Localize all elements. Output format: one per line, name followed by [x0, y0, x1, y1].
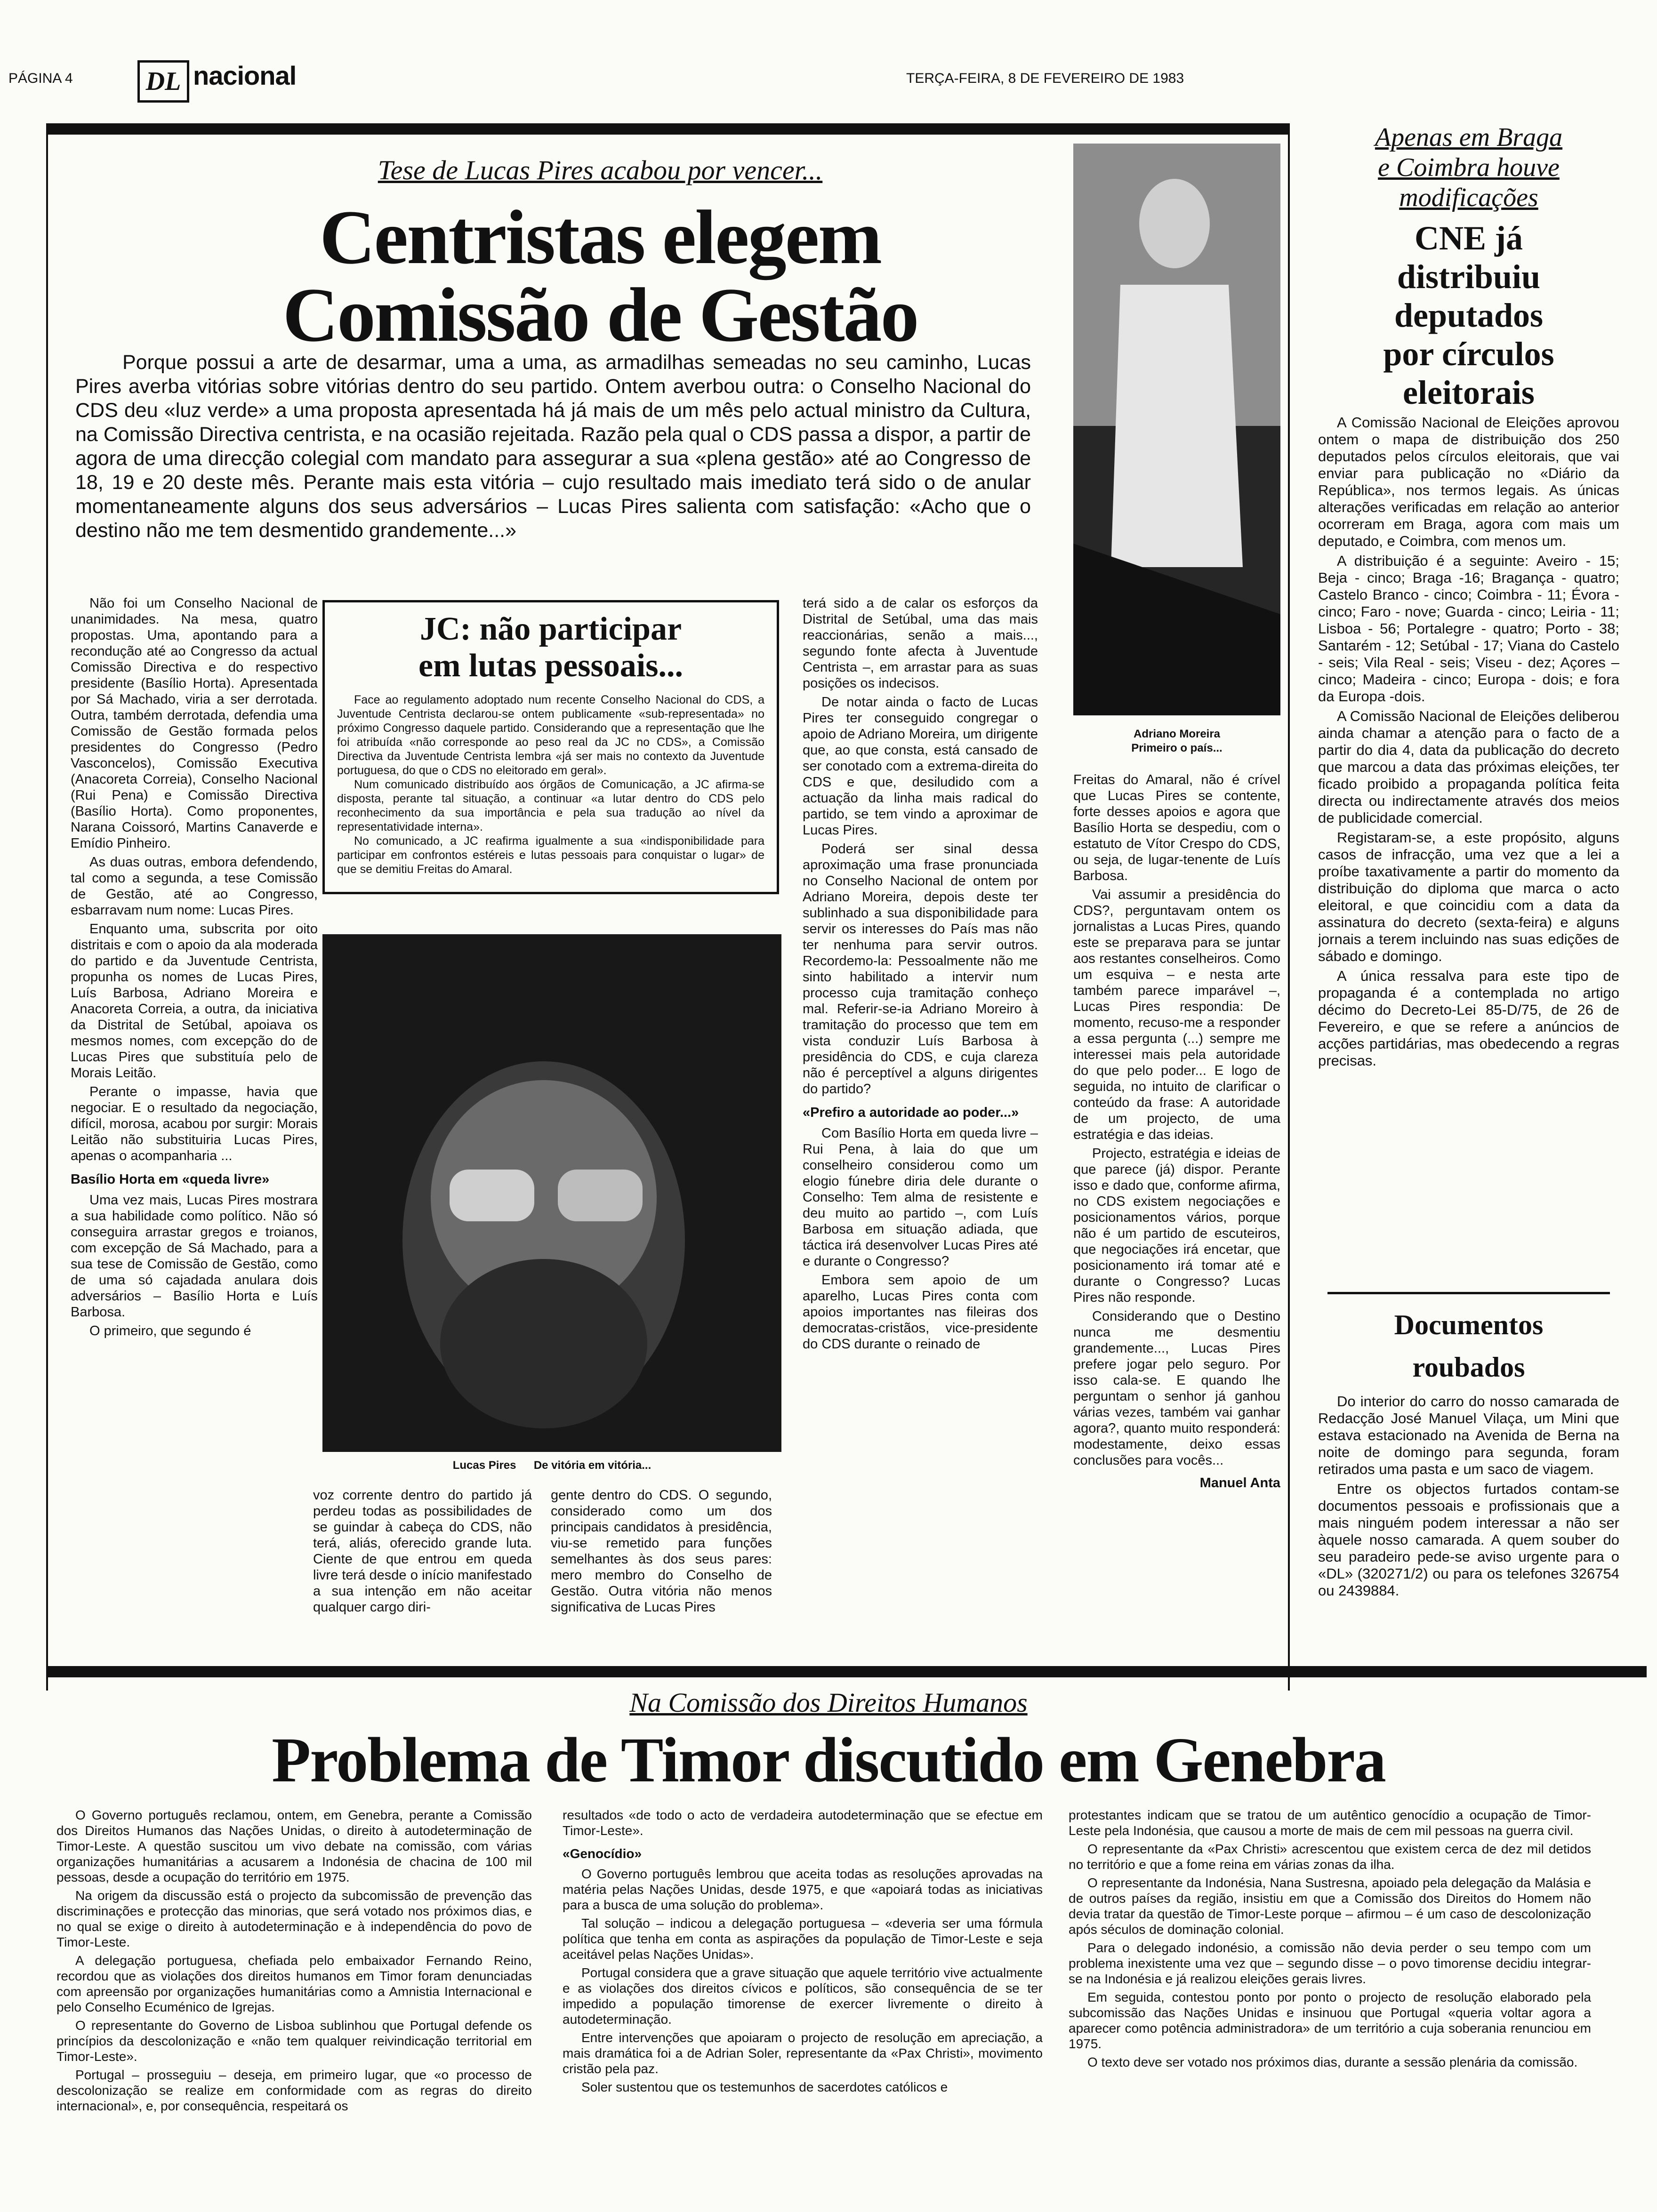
timor-col2-paragraph: Portugal considera que a grave situação que aquele território vive actualmente e as violações dos direitos cívicos e políticos, são consequência de se ter impedido a população timorense de exercer livremente o direito à autodeterminação. — [563, 1965, 1043, 2027]
lead-col1-paragraph: Não foi um Conselho Nacional de unanimidades. Na mesa, quatro propostas. Uma, apontando para a recondução até ao Congresso da actual Comissão Directiva e do respectivo presidente (Basílio Horta). Apresentada por Sá Machado, viria a ser derrotada. Outra, também derrotada, defendia uma Comissão de Gestão formada pelos presidentes do Congresso (Pedro Vasconcelos), Comissão Executiva (Anacoreta Correia), Conselho Nacional (Rui Pena) e Comissão Directiva (Basílio Horta). Como proponentes, Narana Coissoró, Martins Canaverde e Emídio Pinheiro. — [71, 596, 318, 851]
timor-column-1 — [56, 1807, 532, 2203]
lead-headline-line1: Centristas elegem — [319, 195, 881, 280]
lead-intro: Porque possui a arte de desarmar, uma a uma, as armadilhas semeadas no seu caminho, Lucas Pires averba vitórias sobre vitórias dentro do seu partido. Ontem averbou outra: o Conselho Nacional do CDS deu «luz verde» a uma proposta apresentada há já mais de um mês pelo actual ministro da Cultura, na Comissão Directiva centrista, e na ocasião rejeitada. Razão pela qual o CDS passa a dispor, a partir de agora de uma direcção colegial com mandato para assegurar a sua «plena gestão» até ao Congresso de 18, 19 e 20 deste mês. Perante mais esta vitória – cujo resultado mais imediato terá sido o de anular momentaneamente alguns dos seus adversários – Lucas Pires salienta com satisfação: «Acho que o destino não me tem desmentido grandemente...» — [75, 351, 1031, 542]
timor-col2-paragraph: O Governo português lembrou que aceita todas as resoluções aprovadas na matéria pelas Nações Unidas, desde 1975, e que «apoiará todas as iniciativas para a busca de uma solução do problema». — [563, 1867, 1043, 1912]
lead-col1-paragraph: Uma vez mais, Lucas Pires mostrara a sua habilidade como político. Não só conseguira arrastar gregos e troianos, com excepção de Sá Machado, para a sua tese de Comissão de Gestão, como de uma só cajadada anulara dois adversários – Basílio Horta e Luís Barbosa. — [71, 1193, 318, 1320]
timor-headline: Problema de Timor discutido em Genebra — [272, 1725, 1385, 1795]
docs-body — [1318, 1393, 1619, 1661]
lead-col1-paragraph: Enquanto uma, subscrita por oito distritais e com o apoio da ala moderada do partido e da Juventude Centrista, propunha os nomes de Lucas Pires, Luís Barbosa, Adriano Moreira e Anacoreta Correia, a outra, da iniciativa da Distrital de Setúbal, apoiava os mesmos nomes, com excepção do de Lucas Pires que substituía pelo de Morais Leitão. — [71, 922, 318, 1081]
docs-paragraph: Do interior do carro do nosso camarada de Redacção José Manuel Vilaça, um Mini que estava estacionado na Avenida de Berna na noite de domingo para segunda, foram retirados uma pasta e um saco de viagem. — [1318, 1393, 1619, 1477]
timor-col1-paragraph: Na origem da discussão está o projecto da subcomissão de prevenção das discriminações e protecção das minorias, que será votado nos próximos dias, e no qual se exige o direito à autodeterminação e à independência do povo de Timor-Leste. — [56, 1888, 532, 1949]
jc-paragraph: Face ao regulamento adoptado num recente Conselho Nacional do CDS, a Juventude Centrista declarou-se ontem publicamente «sub-representada» no próximo Congresso daquele partido. Considerando que a representação que lhe foi atribuída «não corresponde ao peso real da JC no CDS», a Comissão Directiva da Juventude Centrista lembra «já ser mais no contexto da Juventude portuguesa, do que o CDS no eleitorado em geral». — [337, 693, 764, 777]
timor-col1-paragraph: O Governo português reclamou, ontem, em Genebra, perante a Comissão dos Direitos Humanos das Nações Unidas, o direito à autodeterminação de Timor-Leste. A questão suscitou um vivo debate na comissão, com várias organizações humanitárias a acusarem a Indonésia de chacina de 100 mil pessoas, desde a ocupação do território em 1975. — [56, 1808, 532, 1884]
lead-col5-paragraph: Projecto, estratégia e ideias de que parece (já) dispor. Perante isso e dado que, conforme afirma, no CDS existem negociações e posicionamentos vários, porque não é um partido de escuteiros, que negociações irá encetar, que posicionamento irá tomar até e durante o Congresso? Lucas Pires não responde. — [1073, 1146, 1280, 1305]
jc-headline-line2: em lutas pessoais... — [418, 648, 683, 684]
cne-headline-line1: CNE já — [1415, 219, 1523, 257]
middle-rule — [46, 1666, 1647, 1677]
lucas-pires-caption — [322, 1459, 781, 1472]
left-frame-rule — [46, 123, 48, 1691]
jc-paragraph: No comunicado, a JC reafirma igualmente a sua «indisponibilidade para participar em confrontos estéreis e lutas pessoais para conquistar o lugar» de que se demitiu Freitas do Amaral. — [337, 834, 764, 876]
lead-col4-paragraph: De notar ainda o facto de Lucas Pires ter conseguido congregar o apoio de Adriano Moreira, um dirigente que, ao que consta, está cansado de ser conotado com a extrema-direita do CDS e que, desiludido com a actuação da linha mais radical do partido, se tem vindo a aproximar de Lucas Pires. — [803, 695, 1038, 838]
jc-headline-line1: JC: não participar — [419, 611, 682, 647]
right-frame-rule — [1288, 123, 1290, 1691]
adriano-moreira-caption — [1073, 727, 1280, 755]
lead-col4-paragraph: terá sido a de calar os esforços da Distrital de Setúbal, uma das mais reaccionárias, senão a mais..., segundo fonte afecta à Juventude Centrista –, em arrastar para as suas posições os indecisos. — [803, 596, 1038, 691]
lucas-pires-caption-name: Lucas Pires — [452, 1459, 516, 1472]
docs-headline-line1: Documentos — [1394, 1309, 1544, 1340]
timor-col2-paragraph: Entre intervenções que apoiaram o projecto de resolução em apreciação, a mais dramática foi a de Adrian Soler, representante da «Pax Christi», movimento cristão pela paz. — [563, 2030, 1043, 2076]
lead-col5-paragraph: Freitas do Amaral, não é crível que Lucas Pires se contente, forte desses apoios e agora que Basílio Horta se despediu, com o estatuto de Vítor Crespo do CDS, ou seja, de lugar-tenente de Luís Barbosa. — [1073, 772, 1280, 883]
timor-col3-paragraph: protestantes indicam que se tratou de um autêntico genocídio a ocupação de Timor-Leste pela Indonésia, que causou a morte de mais de cem mil pessoas na guerra civil. — [1069, 1808, 1591, 1838]
cne-paragraph: A distribuição é a seguinte: Aveiro - 15; Beja - cinco; Braga -16; Bragança - quatro; Castelo Branco - cinco; Coimbra - 11; Évora - cinco; Faro - nove; Guarda - cinco; Leiria - 11; Lisboa - 56; Portalegre - quatro; Porto - 38; Santarém - 12; Setúbal - 17; Viana do Castelo - seis; Vila Real - seis; Viseu - dez; Açores – cinco; Madeira - cinco; Europa - dois; e fora da Europa -dois. — [1318, 553, 1619, 705]
lead-col3-paragraph: gente dentro do CDS. O segundo, considerado como um dos principais candidatos à presidência, viu-se remetido para funções semelhantes às dos seus pares: mero membro do Conselho de Gestão. Outra vitória não menos significativa de Lucas Pires — [551, 1488, 772, 1615]
cne-kicker-line3: modificações — [1399, 183, 1538, 212]
jc-paragraph: Num comunicado distribuído aos órgãos de Comunicação, a JC afirma-se disposta, perante tal situação, a continuar «a lutar dentro do CDS pelo reconhecimento da sua importância e pela sua tradução ao nível da representatividade interna». — [337, 778, 764, 834]
docs-headline-line2: roubados — [1412, 1352, 1525, 1383]
timor-col2-paragraph: resultados «de todo o acto de verdadeira autodeterminação que se efectue em Timor-Leste». — [563, 1808, 1043, 1838]
timor-col3-paragraph: O representante da «Pax Christi» acrescentou que existem cerca de dez mil detidos no território e que a fome reina em várias zonas da ilha. — [1069, 1842, 1591, 1872]
timor-subheading-genocidio: «Genocídio» — [563, 1846, 642, 1861]
cne-headline-line4: por círculos — [1383, 335, 1554, 373]
lead-column-3-bottom — [551, 1487, 772, 1661]
timor-col2-paragraph: Soler sustentou que os testemunhos de sacerdotes católicos e — [581, 2080, 948, 2094]
cne-paragraph: A Comissão Nacional de Eleições aprovou ontem o mapa de distribuição dos 250 deputados pelos círculos eleitorais, que vai enviar para publicação no «Diário da República», nos termos legais. As únicas alterações verificadas em relação ao anterior ocorreram em Braga, agora com mais um deputado, e Coimbra, com menos um. — [1318, 414, 1619, 549]
lead-col2-paragraph: voz corrente dentro do partido já perdeu todas as possibilidades de se guindar à cabeça do CDS, não terá, aliás, oferecido grande luta. Ciente de que entrou em queda livre terá desde o início manifestado a sua intenção em não aceitar qualquer cargo diri- — [313, 1488, 532, 1615]
standing-figure-illustration — [1073, 144, 1280, 715]
timor-col3-paragraph: O representante da Indonésia, Nana Sustresna, apoiado pela delegação da Malásia e de outros países da região, insistiu em que a Comissão dos Direitos do Homem não devia tratar da questão de Timor-Leste porque – afirmou – é um caso de descolonização após séculos de dominação colonial. — [1069, 1875, 1591, 1937]
cne-paragraph: A única ressalva para este tipo de propaganda é a contemplada no artigo décimo do Decreto-Lei 85-D/75, de 26 de Fevereiro, e que se refere a anúncios de acções partidárias, mas obedecendo a regras precisas. — [1318, 968, 1619, 1069]
cne-body — [1318, 414, 1619, 1290]
lead-subheading-queda-livre: Basílio Horta em «queda livre» — [71, 1172, 270, 1187]
lead-kicker: Tese de Lucas Pires acabou por vencer... — [378, 155, 823, 185]
lead-col4-paragraph: Poderá ser sinal dessa aproximação uma frase pronunciada no Conselho Nacional de ontem por Adriano Moreira, depois deste ter sublinhado a sua disponibilidade para servir os interesses do País mas não ter nenhuma para servir outros. Recordemo-la: Pessoalmente não me sinto habilitado a intervir num processo cuja tramitação conheço mal. Referir-se-ia Adriano Moreiro à tramitação do processo que tem em vista conduzir Luís Barbosa à presidência do CDS, e cuja clareza não é perceptível a alguns dirigentes do partido? — [803, 842, 1038, 1097]
adriano-moreira-caption-name: Adriano Moreira — [1133, 728, 1221, 740]
cne-kicker-line2: e Coimbra houve — [1378, 153, 1560, 182]
newspaper-logo: DL — [137, 60, 189, 103]
cne-divider — [1327, 1292, 1610, 1294]
lead-column-4 — [803, 595, 1038, 1661]
cne-kicker-line1: Apenas em Braga — [1375, 123, 1563, 152]
page-label: PÁGINA 4 — [8, 71, 73, 86]
lead-col4-paragraph: Com Basílio Horta em queda livre – Rui Pena, à laia do que um conselheiro considerou como um elogio fúnebre diria dele durante o Conselho: Tem alma de resistente e deu muito ao partido –, com Luís Barbosa em situação adiada, que táctica irá desenvolver Lucas Pires até e durante o Congresso? — [803, 1126, 1038, 1269]
cne-paragraph: Registaram-se, a este propósito, alguns casos de infracção, uma vez que a lei a proíbe taxativamente a partir do momento da distribuição do diploma que marca o acto eleitoral, e que coincidiu com a data da assinatura do decreto (sexta-feira) e alguns jornais a terem incluindo nas suas edições de sábado e domingo. — [1318, 829, 1619, 964]
edition-date: TERÇA-FEIRA, 8 DE FEVEREIRO DE 1983 — [906, 71, 1184, 86]
timor-col3-paragraph: Para o delegado indonésio, a comissão não devia perder o seu tempo com um problema inexistente uma vez que – segundo disse – o povo timorense decidiu integrar-se na Indonésia e já realizou eleições gerais livres. — [1069, 1940, 1591, 1986]
lead-column-5 — [1073, 772, 1280, 1647]
docs-paragraph: Entre os objectos furtados contam-se documentos pessoais e profissionais que a mais ninguém podem interessar a não ser àquele nosso camarada. A quem souber do seu paradeiro pede-se aviso urgente para o «DL» (320271/2) ou para os telefones 326754 ou 2439884. — [1318, 1481, 1619, 1599]
top-rule — [46, 123, 1289, 135]
section-name: nacional — [193, 61, 297, 90]
timor-col1-paragraph: Portugal – prosseguiu – deseja, em primeiro lugar, que «o processo de descolonização se realize em conformidade com as regras do direito internacional», e, por consequência, respeitará os — [56, 2068, 532, 2113]
timor-kicker: Na Comissão dos Direitos Humanos — [629, 1687, 1028, 1718]
cne-headline-line5: eleitorais — [1403, 374, 1535, 411]
lead-col5-paragraph: Considerando que o Destino nunca me desmentiu grandemente..., Lucas Pires prefere jogar pelo seguro. Por isso cala-se. E quando lhe perguntam o senhor já ganhou várias vezes, também vai ganhar agora?, quanto muito responderá: modestamente, deixo essas conclusões para vocês... — [1073, 1309, 1280, 1468]
lead-column-2-bottom — [313, 1487, 532, 1661]
cne-headline-line2: distribuiu — [1397, 258, 1541, 296]
lead-column-1 — [71, 595, 318, 1647]
jc-box — [322, 600, 779, 894]
lead-col1-paragraph: As duas outras, embora defendendo, tal como a segunda, a tese Comissão de Gestão, até ao Congresso, esbarravam num nome: Lucas Pires. — [71, 855, 318, 918]
lead-col4-paragraph: Embora sem apoio de um aparelho, Lucas Pires conta com apoios importantes nas fileiras dos democratas-cristãos, vice-presidente do CDS durante o reinado de — [803, 1273, 1038, 1352]
adriano-moreira-photo — [1073, 144, 1280, 715]
timor-col2-paragraph: Tal solução – indicou a delegação portuguesa – «deveria ser uma fórmula política que tenha em conta as aspirações da população de Timor-Leste e seja aceitável pelas Nações Unidas». — [563, 1916, 1043, 1962]
timor-column-2 — [563, 1807, 1043, 2203]
lucas-pires-photo — [322, 934, 781, 1452]
adriano-moreira-caption-text: Primeiro o país... — [1131, 742, 1223, 754]
lucas-pires-caption-text: De vitória em vitória... — [533, 1459, 652, 1472]
timor-col3-paragraph: O texto deve ser votado nos próximos dias, durante a sessão plenária da comissão. — [1087, 2055, 1578, 2069]
lead-subheading-autoridade: «Prefiro a autoridade ao poder...» — [803, 1105, 1019, 1120]
lead-byline: Manuel Anta — [1199, 1475, 1280, 1491]
timor-col1-paragraph: O representante do Governo de Lisboa sublinhou que Portugal defende os princípios da descolonização e «não tem qualquer reivindicação territorial em Timor-Leste». — [56, 2018, 532, 2064]
timor-col3-paragraph: Em seguida, contestou ponto por ponto o projecto de resolução elaborado pela subcomissão das Nações Unidas e insinuou que Portugal «queria voltar agora a aparecer como potência administradora» de um território a cuja soberania renunciou em 1975. — [1069, 1990, 1591, 2051]
portrait-illustration — [322, 934, 781, 1452]
lead-col1-paragraph: Perante o impasse, havia que negociar. E o resultado da negociação, difícil, morosa, acabou por surgir: Morais Leitão não substituiria Lucas Pires, apenas o acompanharia ... — [71, 1084, 318, 1163]
lead-col5-paragraph: Vai assumir a presidência do CDS?, perguntavam ontem os jornalistas a Lucas Pires, quando este se preparava para se juntar aos restantes conselheiros. Como um esquiva – e nesta arte também parece imparável –, Lucas Pires respondia: De momento, recuso-me a responder a essa pergunta (...) sempre me interessei mais pela autoridade do que pelo poder... E logo de seguida, no intuito de clarificar o conteúdo da frase: A autoridade de um projecto, de uma estratégia e das ideias. — [1073, 887, 1280, 1142]
timor-col1-paragraph: A delegação portuguesa, chefiada pelo embaixador Fernando Reino, recordou que as violações dos direitos humanos em Timor foram denunciadas com apreensão por organizações humanitárias como a Amnistia Internacional e pelo Conselho Ecuménico de Igrejas. — [56, 1953, 532, 2014]
lead-headline-line2: Comissão de Gestão — [282, 272, 918, 358]
lead-col1-paragraph: O primeiro, que segundo é — [89, 1323, 251, 1338]
timor-column-3 — [1069, 1807, 1591, 2203]
cne-headline-line3: deputados — [1394, 297, 1544, 334]
cne-paragraph: A Comissão Nacional de Eleições deliberou ainda chamar a atenção para o facto de a partir do dia 4, data da publicação do decreto que marcou a data das próximas eleições, ter ficado proibido a propaganda política feita directa ou indirectamente através dos meios de publicidade comercial. — [1318, 708, 1619, 826]
